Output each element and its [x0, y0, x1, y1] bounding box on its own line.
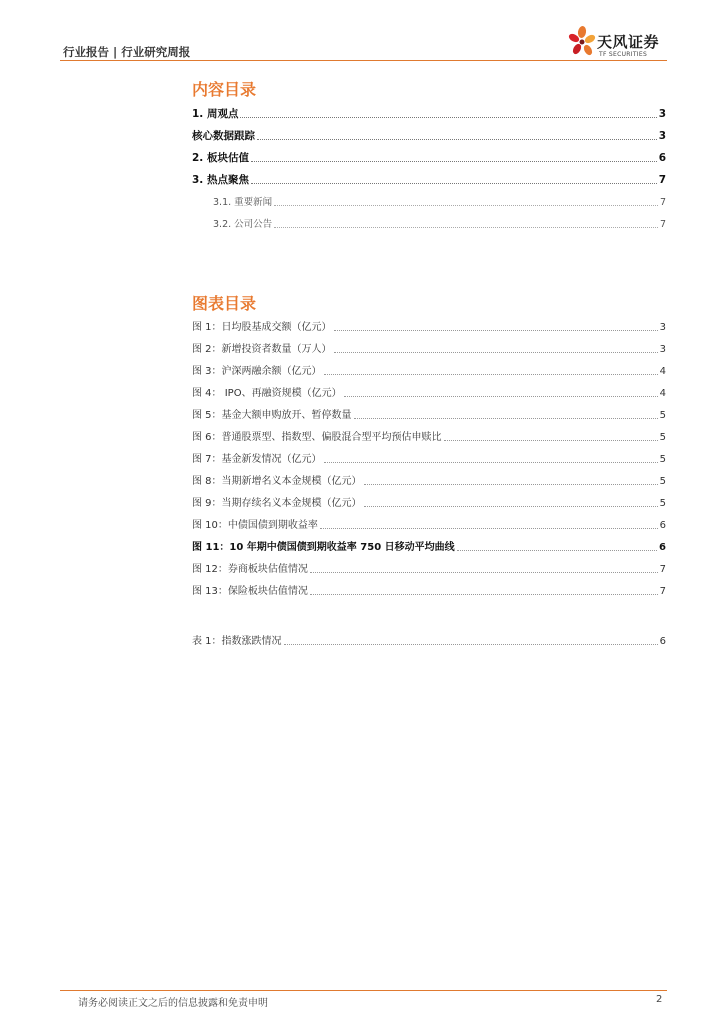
logo-text-cn: 天风证券	[597, 33, 660, 51]
figure-item[interactable]	[192, 519, 666, 532]
figure-label: 图 2：新增投资者数量（万人）	[192, 344, 332, 355]
figure-item[interactable]	[192, 475, 666, 488]
dot-leader	[274, 226, 658, 228]
dot-leader	[324, 373, 658, 375]
toc-label: 3.1. 重要新闻	[213, 197, 273, 208]
figure-label: 图 5：基金大额申购放开、暂停数量	[192, 410, 352, 421]
figure-page: 3	[659, 344, 666, 355]
dot-leader	[320, 527, 658, 529]
figure-page: 7	[659, 564, 666, 575]
figure-item[interactable]	[192, 387, 666, 400]
dot-leader	[310, 593, 658, 595]
figure-page: 3	[659, 322, 666, 333]
figure-page: 5	[659, 432, 666, 443]
dot-leader	[444, 439, 658, 441]
toc-item-news[interactable]	[213, 196, 666, 209]
toc-page: 7	[659, 219, 666, 230]
table-item[interactable]	[192, 635, 666, 648]
figure-item[interactable]	[192, 409, 666, 422]
figure-label: 图 13：保险板块估值情况	[192, 586, 308, 597]
figure-label: 图 8：当期新增名义本金规模（亿元）	[192, 476, 362, 487]
company-logo	[568, 25, 668, 59]
figure-label: 图 12：券商板块估值情况	[192, 564, 308, 575]
toc-page: 7	[659, 197, 666, 208]
dot-leader	[324, 461, 658, 463]
toc-label: 核心数据跟踪	[192, 130, 255, 142]
figure-item[interactable]	[192, 343, 666, 356]
contents-title: 内容目录	[192, 80, 257, 99]
dot-leader	[334, 351, 658, 353]
figure-page: 5	[659, 498, 666, 509]
figure-page: 4	[659, 388, 666, 399]
toc-label: 2. 板块估值	[192, 152, 249, 164]
figure-item[interactable]	[192, 431, 666, 444]
figure-item[interactable]	[192, 321, 666, 334]
dot-leader	[240, 116, 656, 118]
figure-page: 4	[659, 366, 666, 377]
dot-leader	[251, 160, 657, 162]
dot-leader	[354, 417, 658, 419]
toc-label: 3.2. 公司公告	[213, 219, 273, 230]
toc-label: 3. 热点聚焦	[192, 174, 249, 186]
figure-page: 5	[659, 410, 666, 421]
table-page: 6	[659, 636, 666, 647]
footer-divider	[60, 990, 667, 991]
figure-label: 图 1：日均股基成交额（亿元）	[192, 322, 332, 333]
figure-page: 6	[659, 542, 666, 553]
dot-leader	[364, 483, 658, 485]
figures-title: 图表目录	[192, 294, 257, 313]
figure-item[interactable]	[192, 453, 666, 466]
figure-item[interactable]	[192, 563, 666, 576]
dot-leader	[457, 549, 657, 551]
dot-leader	[334, 329, 658, 331]
figure-label: 图 11：10 年期中债国债到期收益率 750 日移动平均曲线	[192, 542, 455, 553]
figure-item[interactable]	[192, 585, 666, 598]
figure-page: 5	[659, 454, 666, 465]
toc-item-announcements[interactable]	[213, 218, 666, 231]
dot-leader	[274, 204, 658, 206]
toc-item-core-data[interactable]	[192, 130, 666, 143]
figure-label: 图 6：普通股票型、指数型、偏股混合型平均预估申赎比	[192, 432, 442, 443]
dot-leader	[364, 505, 658, 507]
toc-page: 7	[658, 174, 666, 186]
figure-label: 图 7：基金新发情况（亿元）	[192, 454, 322, 465]
figure-item[interactable]	[192, 541, 666, 554]
logo-text-en: TF SECURITIES	[599, 51, 648, 58]
table-label: 表 1：指数涨跌情况	[192, 636, 282, 647]
dot-leader	[284, 643, 658, 645]
tf-securities-flower-logo-icon	[568, 25, 596, 59]
figure-page: 5	[659, 476, 666, 487]
toc-page: 6	[658, 152, 666, 164]
figure-label: 图 10：中债国债到期收益率	[192, 520, 318, 531]
figure-label: 图 4： IPO、再融资规模（亿元）	[192, 388, 342, 399]
figure-item[interactable]	[192, 497, 666, 510]
toc-page: 3	[658, 108, 666, 120]
toc-item-hot-topics[interactable]	[192, 174, 666, 187]
figure-item[interactable]	[192, 365, 666, 378]
toc-item-weekly-view[interactable]	[192, 108, 666, 121]
report-category: 行业报告 | 行业研究周报	[63, 45, 191, 59]
figure-page: 6	[659, 520, 666, 531]
toc-item-valuation[interactable]	[192, 152, 666, 165]
toc-label: 1. 周观点	[192, 108, 239, 120]
dot-leader	[344, 395, 658, 397]
dot-leader	[257, 138, 657, 140]
page-number: 2	[656, 994, 663, 1005]
toc-page: 3	[658, 130, 666, 142]
figure-label: 图 9：当期存续名义本金规模（亿元）	[192, 498, 362, 509]
dot-leader	[251, 182, 657, 184]
figure-page: 7	[659, 586, 666, 597]
header-divider	[60, 60, 667, 61]
dot-leader	[310, 571, 658, 573]
footer-disclaimer: 请务必阅读正文之后的信息披露和免责申明	[78, 998, 268, 1009]
figure-label: 图 3：沪深两融余额（亿元）	[192, 366, 322, 377]
